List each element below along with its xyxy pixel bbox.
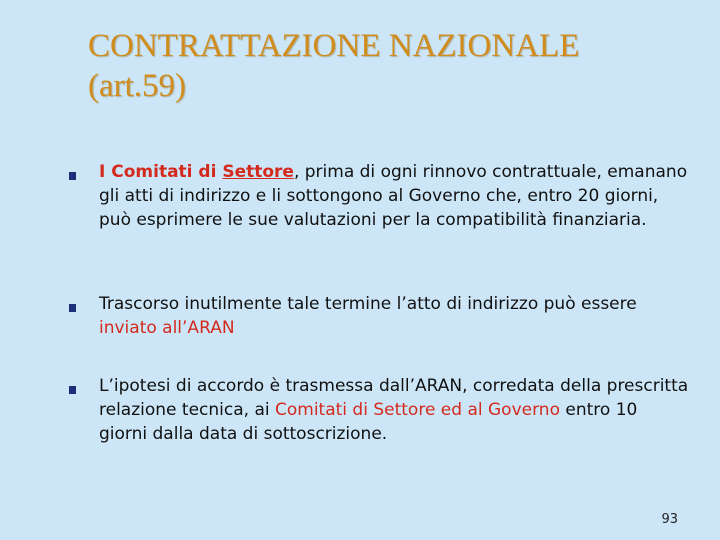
highlight-settore: Settore <box>222 162 294 182</box>
bullet-text-2-body: Trascorso inutilmente tale termine l’atto di indirizzo può essere <box>99 294 637 314</box>
page-number: 93 <box>661 512 678 527</box>
bullet-text-1-body: , prima di ogni rinnovo contrattuale, emanano gli atti di indirizzo e li sottongono al Governo che, entro 20 giorni, può esprimere le sue valutazioni per la compatibilità finanziaria. <box>99 162 688 230</box>
bullet-text-1 <box>99 160 689 232</box>
highlight-comitati: I Comitati di <box>99 162 223 182</box>
bullet-text-2 <box>99 292 689 340</box>
highlight-comitati-governo: Comitati di Settore ed al Governo <box>275 400 560 420</box>
slide-title <box>88 26 579 106</box>
bullet-text-3-body: L’ipotesi di accordo è trasmessa dall’ARAN, corredata della prescritta relazione tecnica, ai <box>99 376 689 420</box>
square-bullet-icon <box>69 386 76 394</box>
slide-title-line-1: CONTRATTAZIONE NAZIONALE <box>88 28 580 64</box>
bullet-text-3-after: entro 10 giorni dalla data di sottoscrizione. <box>99 400 638 444</box>
highlight-aran: inviato all’ARAN <box>99 318 235 338</box>
bullet-text-3 <box>99 374 689 446</box>
square-bullet-icon <box>69 172 76 180</box>
square-bullet-icon <box>69 304 76 312</box>
slide-title-line-2: (art.59) <box>88 68 187 104</box>
